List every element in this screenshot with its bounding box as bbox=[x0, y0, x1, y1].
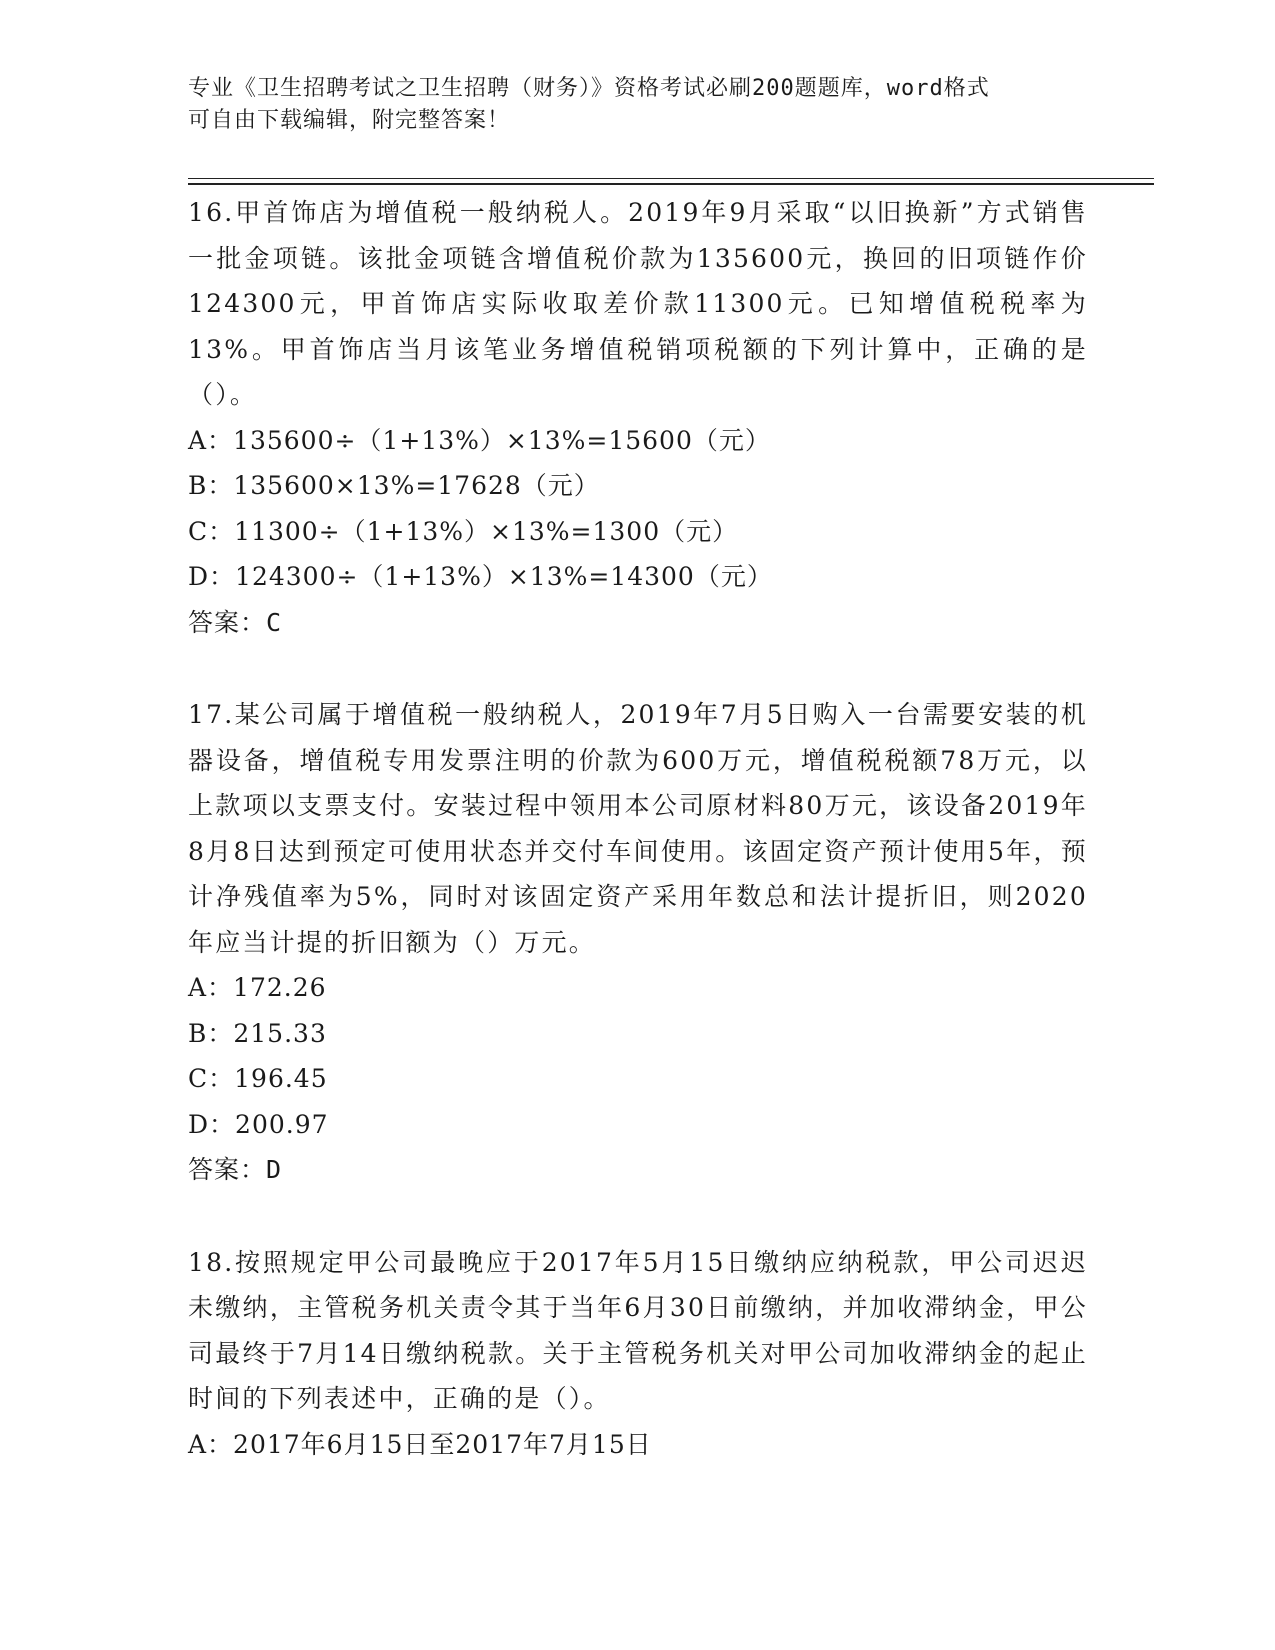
header-divider-thick bbox=[188, 183, 1154, 185]
question-stem: 18.按照规定甲公司最晚应于2017年5月15日缴纳应纳税款，甲公司迟迟未缴纳，主管税务机关责令其于当年6月30日前缴纳，并加收滞纳金，甲公司最终于7月14日缴纳税款。关于主管税务机关对甲公司加收滞纳金的起止时间的下列表述中，正确的是（）。 bbox=[188, 1247, 1088, 1413]
option-a: A：135600÷（1+13%）×13%=15600（元） bbox=[188, 425, 771, 455]
header-line-1: 专业《卫生招聘考试之卫生招聘（财务）》资格考试必刷200题题库，word格式 bbox=[188, 76, 990, 101]
option-a: A：172.26 bbox=[188, 973, 327, 1002]
question-18 bbox=[188, 1240, 1088, 1468]
option-a: A：2017年6月15日至2017年7月15日 bbox=[188, 1429, 652, 1459]
option-b: B：135600×13%=17628（元） bbox=[188, 471, 600, 500]
answer-line: 答案：D bbox=[188, 1155, 283, 1184]
option-d: D：124300÷（1+13%）×13%=14300（元） bbox=[188, 562, 773, 591]
option-c: C：196.45 bbox=[188, 1064, 328, 1093]
question-stem: 16.甲首饰店为增值税一般纳税人。2019年9月采取“以旧换新”方式销售一批金项链。该批金项链含增值税价款为135600元，换回的旧项链作价124300元，甲首饰店实际收取差价款11300元。已知增值税税率为13%。甲首饰店当月该笔业务增值税销项税额的下列计算中，正确的是（）。 bbox=[188, 198, 1088, 409]
document-header bbox=[188, 73, 1068, 137]
option-c: C：11300÷（1+13%）×13%=1300（元） bbox=[188, 516, 739, 546]
question-17 bbox=[188, 692, 1088, 1193]
question-list bbox=[188, 190, 1088, 1514]
option-b: B：215.33 bbox=[188, 1018, 327, 1048]
answer-line: 答案：C bbox=[188, 607, 283, 637]
question-16 bbox=[188, 190, 1088, 645]
question-stem: 17.某公司属于增值税一般纳税人，2019年7月5日购入一台需要安装的机器设备，增值税专用发票注明的价款为600万元，增值税税额78万元，以上款项以支票支付。安装过程中领用本公司原材料80万元，该设备2019年8月8日达到预定可使用状态并交付车间使用。该固定资产预计使用5年，预计净残值率为5%，同时对该固定资产采用年数总和法计提折旧，则2020年应当计提的折旧额为（）万元。 bbox=[188, 700, 1088, 957]
header-divider-thin bbox=[188, 178, 1154, 179]
option-d: D：200.97 bbox=[188, 1109, 329, 1139]
header-line-2: 可自由下载编辑，附完整答案！ bbox=[188, 108, 511, 133]
